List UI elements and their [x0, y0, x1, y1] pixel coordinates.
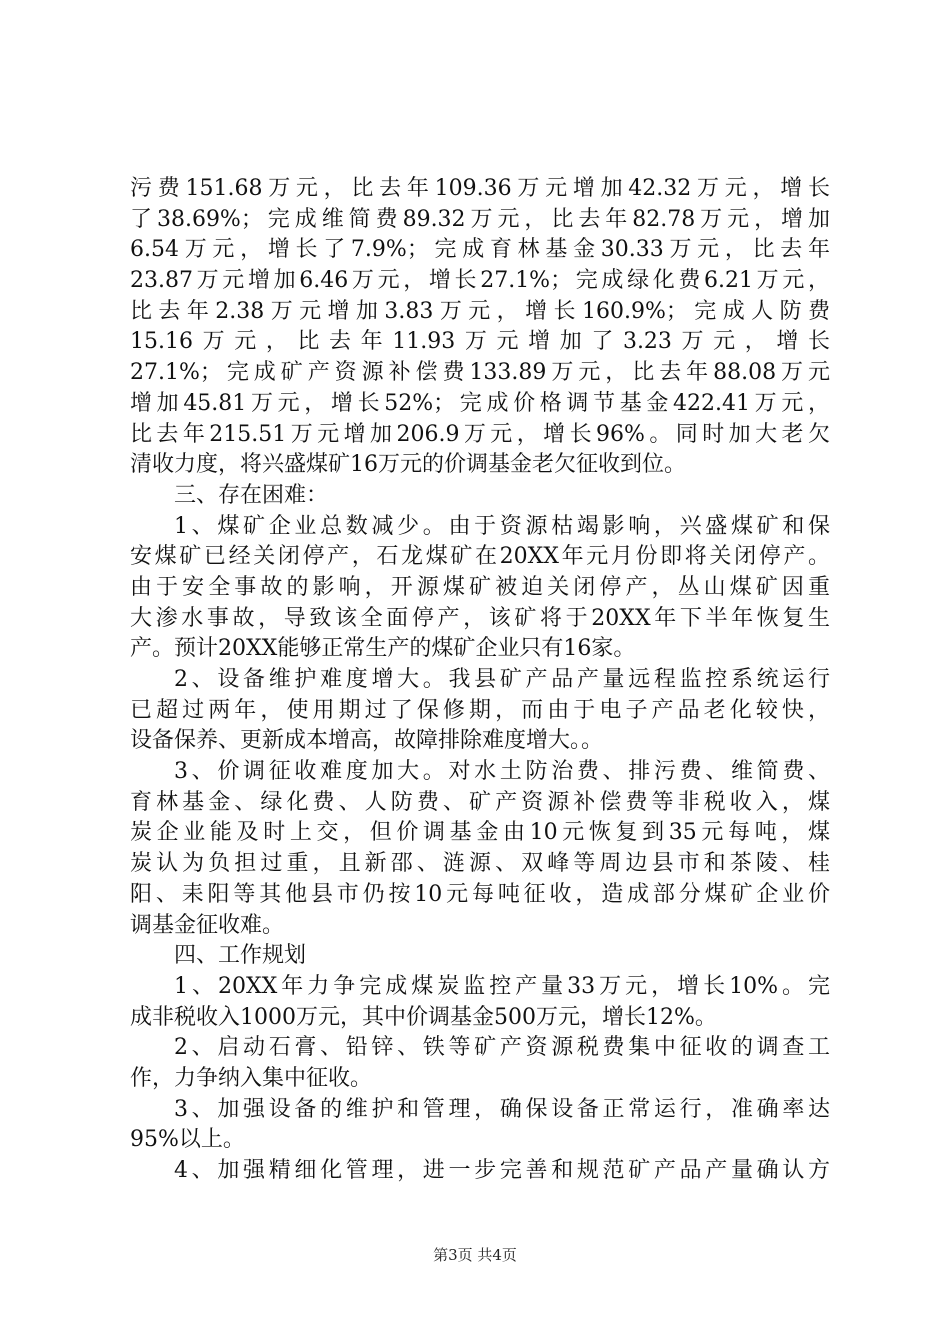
text-line: 27.1%；完成矿产资源补偿费133.89万元，比去年88.08万元	[130, 360, 830, 386]
text-line: 4、加强精细化管理，进一步完善和规范矿产品产量确认方	[174, 1158, 830, 1183]
document-body	[130, 174, 830, 1187]
text-line: 成非税收入1000万元，其中价调基金500万元，增长12%。	[130, 1004, 717, 1030]
text-line: 比去年2.38万元增加3.83万元，增长160.9%；完成人防费	[130, 298, 830, 324]
text-line: 1、20XX年力争完成煤炭监控产量33万元，增长10%。完	[174, 973, 830, 999]
text-line: 炭认为负担过重，且新邵、涟源、双峰等周边县市和茶陵、桂	[130, 851, 830, 877]
text-line: 3、加强设备的维护和管理，确保设备正常运行，准确率达	[174, 1096, 830, 1122]
text-line: 95%以上。	[130, 1127, 245, 1153]
text-line: 1、煤矿企业总数减少。由于资源枯竭影响，兴盛煤矿和保	[174, 513, 830, 539]
text-line: 6.54万元，增长了7.9%；完成育林基金30.33万元，比去年	[130, 237, 830, 263]
text-line: 设备保养、更新成本增高，故障排除难度增大。。	[130, 728, 604, 754]
text-line: 由于安全事故的影响，开源煤矿被迫关闭停产，丛山煤矿因重	[130, 574, 830, 600]
text-line: 2、启动石膏、铅锌、铁等矿产资源税费集中征收的调查工	[174, 1035, 830, 1061]
text-line: 23.87万元增加6.46万元，增长27.1%；完成绿化费6.21万元，	[130, 268, 830, 294]
text-line: 产。预计20XX能够正常生产的煤矿企业只有16家。	[130, 636, 636, 662]
text-line: 育林基金、绿化费、人防费、矿产资源补偿费等非税收入，煤	[130, 789, 830, 815]
text-line: 阳、耒阳等其他县市仍按10元每吨征收，造成部分煤矿企业价	[130, 881, 830, 907]
text-line: 大渗水事故，导致该全面停产，该矿将于20XX年下半年恢复生	[130, 605, 830, 631]
section-heading: 三、存在困难：	[174, 482, 329, 508]
text-line: 安煤矿已经关闭停产，石龙煤矿在20XX年元月份即将关闭停产。	[130, 544, 830, 570]
text-line: 3、价调征收难度加大。对水土防治费、排污费、维简费、	[174, 759, 830, 785]
text-line: 了38.69%；完成维简费89.32万元，比去年82.78万元，增加	[130, 206, 830, 232]
text-line: 2、设备维护难度增大。我县矿产品产量远程监控系统运行	[174, 667, 830, 692]
page-footer	[0, 1245, 950, 1265]
text-line: 已超过两年，使用期过了保修期，而由于电子产品老化较快，	[130, 697, 830, 723]
text-line: 污费151.68万元，比去年109.36万元增加42.32万元，增长	[130, 176, 830, 201]
text-line: 炭企业能及时上交，但价调基金由10元恢复到35元每吨，煤	[130, 820, 830, 846]
page-number: 第3页 共4页	[433, 1246, 517, 1264]
text-line: 作，力争纳入集中征收。	[130, 1065, 373, 1091]
text-line: 调基金征收难。	[130, 912, 285, 938]
text-line: 清收力度，将兴盛煤矿16万元的价调基金老欠征收到位。	[130, 452, 686, 478]
section-heading: 四、工作规划	[174, 943, 307, 969]
text-line: 15.16万元，比去年11.93万元增加了3.23万元，增长	[130, 329, 830, 355]
text-line: 比去年215.51万元增加206.9万元，增长96%。同时加大老欠	[130, 421, 830, 447]
text-line: 增加45.81万元，增长52%；完成价格调节基金422.41万元，	[130, 390, 830, 416]
